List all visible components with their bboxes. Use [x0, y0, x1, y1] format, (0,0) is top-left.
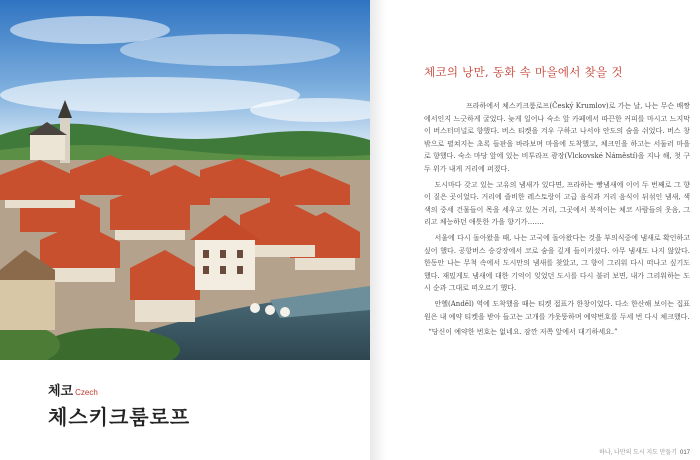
- paragraph-1: 프라하에서 체스키크룸로프(Český Krumlov)로 가는 날, 나는 무슨 배짱에서인지 느긋하게 굴었다. 늦게 일어나 숙소 앞 카페에서 따끈한 커피를 마시고 느지막이 버스터미널로 향했다. 버스 티켓을 겨우 구하고 나서야 안도의 숨을 쉬었다. 버스 창밖으로 펼쳐지는 초록 들판을 바라보며 마을에 도착했고, 체크인을 하고는 서둘러 마을로 향했다. 숙소 마당 앞에 있는 비투라프 광장(Vlckovské Náměstí)을 지나 해, 첫 구두 위가 내게 거리에 퍼졌다.: [424, 102, 690, 173]
- photo-caption: [48, 380, 348, 430]
- country-name-english: Czech: [75, 388, 98, 397]
- page-footer: [599, 447, 690, 456]
- paragraph-4: 안헬(Anděl) 역에 도착했을 때는 티켓 접표가 한창이었다. 다소 한산해 보이는 집표원은 내 예약 티켓을 받아 들고는 고개를 갸웃뚱하며 예약번호를 두세 번 다시 체크했다.: [424, 299, 690, 321]
- footer-section-title: 하나, 나만의 도시 지도 만들기: [599, 450, 677, 456]
- city-name: 체스키크룸로프: [48, 405, 191, 429]
- cesky-krumlov-photo: [0, 0, 370, 360]
- paragraph-5-quote: “당신이 예약한 번호는 없네요. 잠깐 저쪽 앞에서 대기하세요.”: [428, 328, 618, 337]
- country-name: 체코: [48, 384, 74, 399]
- body-text: [424, 100, 690, 342]
- page-gutter: [370, 0, 398, 460]
- country-line: [48, 380, 348, 399]
- paragraph-2: 도시마다 갖고 있는 고유의 냄새가 있다면, 프라하는 빵냄새에 이어 두 번째로 그 향이 짙은 곳이었다. 거리에 즐비한 레스토랑이 고급 음식과 거리 음식이 뒤섞인 냄새, 색색의 중세 건물들이 목을 세우고 있는 거리, 그곳에서 북적이는 체코 사람들의 웃음, 그리고 체능하던 애틋한 가을 향기가…….: [424, 180, 690, 227]
- chapter-headline: 체코의 낭만, 동화 속 마을에서 찾을 것: [424, 65, 623, 79]
- page-number: 017: [679, 450, 690, 456]
- paragraph-3: 서울에 다시 돌아왔을 때, 나는 고국에 돌아왔다는 것을 부의식중에 냄새로 확인하고 싶어 했다. 공항버스 승강장에서 코로 숨을 깊게 들이키셨다. 아무 냄새도 나지 않았다. 한동안 나는 무척 속에서 도시만의 냄새를 찾았고, 그 향이 그리워 다시 떠나고 싶기도 했다. 재밌게도 냄새에 대한 기억이 잊었던 도시를 다시 불러 보면, 내가 그리워하는 도시 순과 그대로 떠오르기 했다.: [424, 233, 690, 293]
- right-page: [398, 0, 700, 460]
